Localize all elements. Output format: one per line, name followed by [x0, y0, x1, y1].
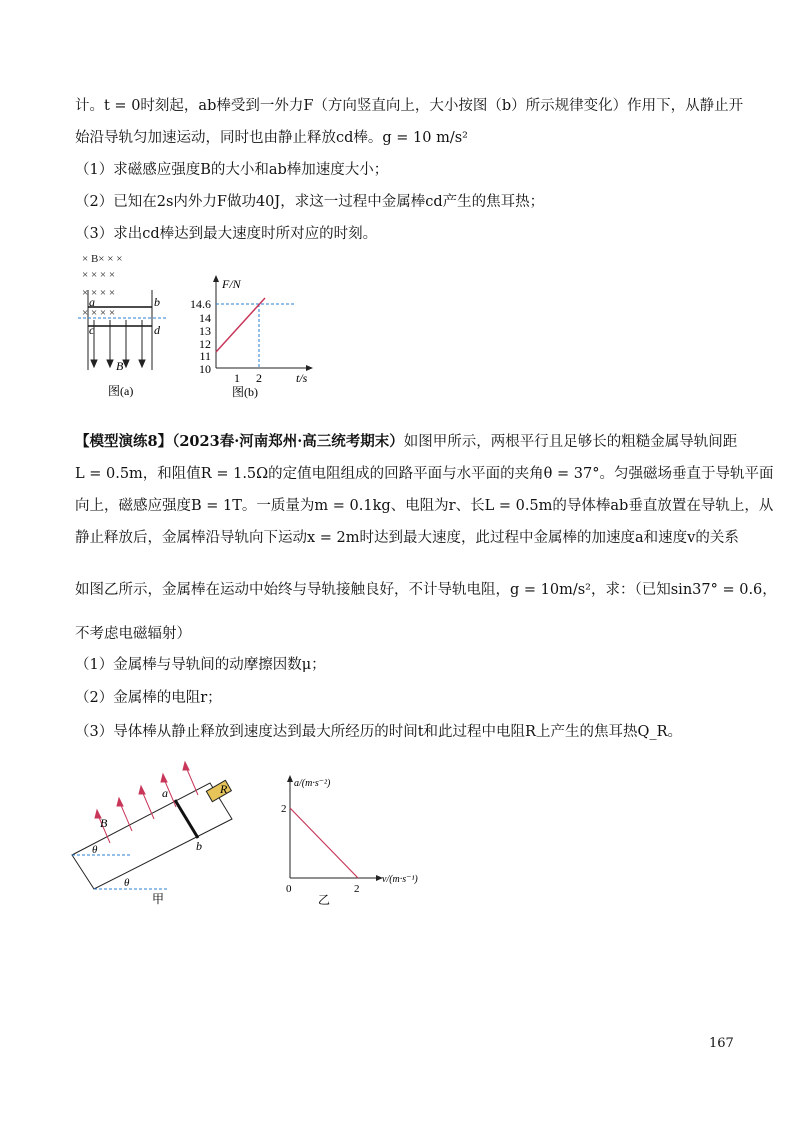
fig-b-xtick-1: 1	[234, 371, 240, 385]
fig-jia-label-a: a	[162, 786, 168, 800]
fig-b-caption: 图(b)	[232, 385, 258, 399]
problem8-line5: 如图乙所示，金属棒在运动中始终与导轨接触良好，不计导轨电阻，g = 10m/s²，求：（已知sin37° = 0.6，	[75, 582, 777, 598]
fig-jia-theta-1: θ	[92, 844, 98, 856]
figure-b	[180, 270, 320, 400]
problem8-header: 【模型演练8】（2023春·河南郑州·高三统考期末）	[75, 433, 404, 450]
problem7-line2: 始沿导轨匀加速运动，同时也由静止释放cd棒。g = 10 m/s²	[75, 130, 468, 146]
problem8-line6: 不考虑电磁辐射）	[75, 626, 191, 642]
fig-yi-ylabel: a/(m·s⁻²)	[294, 778, 331, 789]
fig-a-cross-row3: × × × ×	[82, 287, 116, 299]
problem8-line3: 向上，磁感应强度B = 1T。一质量为m = 0.1kg、电阻为r、长L = 0.5m的导体棒ab垂直放置在导轨上，从	[75, 498, 774, 514]
fig-jia-label-b: b	[196, 839, 202, 853]
fig-yi-xlabel: v/(m·s⁻¹)	[382, 874, 418, 885]
fig-a-cross-row4: × × × ×	[82, 307, 116, 319]
fig-a-caption: 图(a)	[108, 384, 134, 398]
fig-jia-caption: 甲	[152, 892, 165, 905]
fig-b-force-line	[216, 298, 265, 352]
fig-jia-field-arrows	[95, 762, 198, 843]
fig-b-ytick-14.6: 14.6	[190, 297, 211, 311]
fig-b-ytick-13: 13	[199, 324, 211, 338]
fig-yi-a-v-line	[290, 808, 358, 878]
problem8-question2: （2）金属棒的电阻r；	[75, 690, 222, 706]
fig-b-ytick-14: 14	[199, 311, 211, 325]
problem8-line1: 如图甲所示，两根平行且足够长的粗糙金属导轨间距	[403, 434, 738, 450]
fig-jia-rails	[72, 783, 232, 889]
problem8-header-line	[75, 432, 737, 452]
fig-a-cross-row2: × × × ×	[82, 269, 116, 281]
fig-a-label-B: B	[116, 359, 124, 373]
problem8-question3: （3）导体棒从静止释放到速度达到最大所经历的时间t和此过程中电阻R上产生的焦耳热Q_R。	[75, 724, 683, 740]
fig-a-label-c: c	[89, 323, 95, 337]
fig-a-label-b: b	[154, 295, 160, 309]
problem8-line2: L = 0.5m，和阻值R = 1.5Ω的定值电阻组成的回路平面与水平面的夹角θ = 37°。匀强磁场垂直于导轨平面	[75, 466, 774, 482]
fig-b-ytick-12: 12	[199, 337, 211, 351]
fig-b-ytick-11: 11	[199, 349, 211, 363]
page-number: 167	[709, 1036, 734, 1051]
fig-a-cross-row1: × B× × ×	[82, 253, 123, 265]
fig-yi-origin: 0	[286, 883, 292, 895]
fig-b-ylabel: F/N	[222, 277, 241, 291]
fig-b-ytick-10: 10	[199, 362, 211, 376]
problem7-question2: （2）已知在2s内外力F做功40J，求这一过程中金属棒cd产生的焦耳热；	[75, 194, 545, 210]
figure-yi	[278, 772, 428, 907]
fig-b-xtick-2: 2	[256, 371, 262, 385]
fig-a-label-d: d	[154, 323, 160, 337]
fig-b-xlabel: t/s	[296, 371, 308, 385]
problem7-line1: 计。t = 0时刻起，ab棒受到一外力F（方向竖直向上，大小按图（b）所示规律变化）作用下，从静止开	[75, 98, 744, 114]
figure-a	[74, 250, 174, 400]
fig-a-label-a: a	[89, 295, 95, 309]
fig-jia-rod-ab	[175, 800, 198, 838]
problem7-question3: （3）求出cd棒达到最大速度时所对应的时刻。	[75, 226, 378, 242]
problem7-question1: （1）求磁感应强度B的大小和ab棒加速度大小；	[75, 162, 389, 178]
fig-jia-label-R: R	[220, 782, 228, 796]
fig-yi-caption: 乙	[318, 893, 331, 907]
problem8-question1: （1）金属棒与导轨间的动摩擦因数μ；	[75, 657, 326, 673]
problem8-line4: 静止释放后，金属棒沿导轨向下运动x = 2m时达到最大速度，此过程中金属棒的加速度a和速度v的关系	[75, 530, 739, 546]
fig-jia-theta-2: θ	[124, 877, 130, 889]
fig-jia-label-B: B	[100, 816, 108, 830]
figure-jia	[70, 755, 270, 905]
fig-yi-ytick-2: 2	[281, 803, 287, 815]
fig-yi-xtick-2: 2	[354, 883, 360, 895]
